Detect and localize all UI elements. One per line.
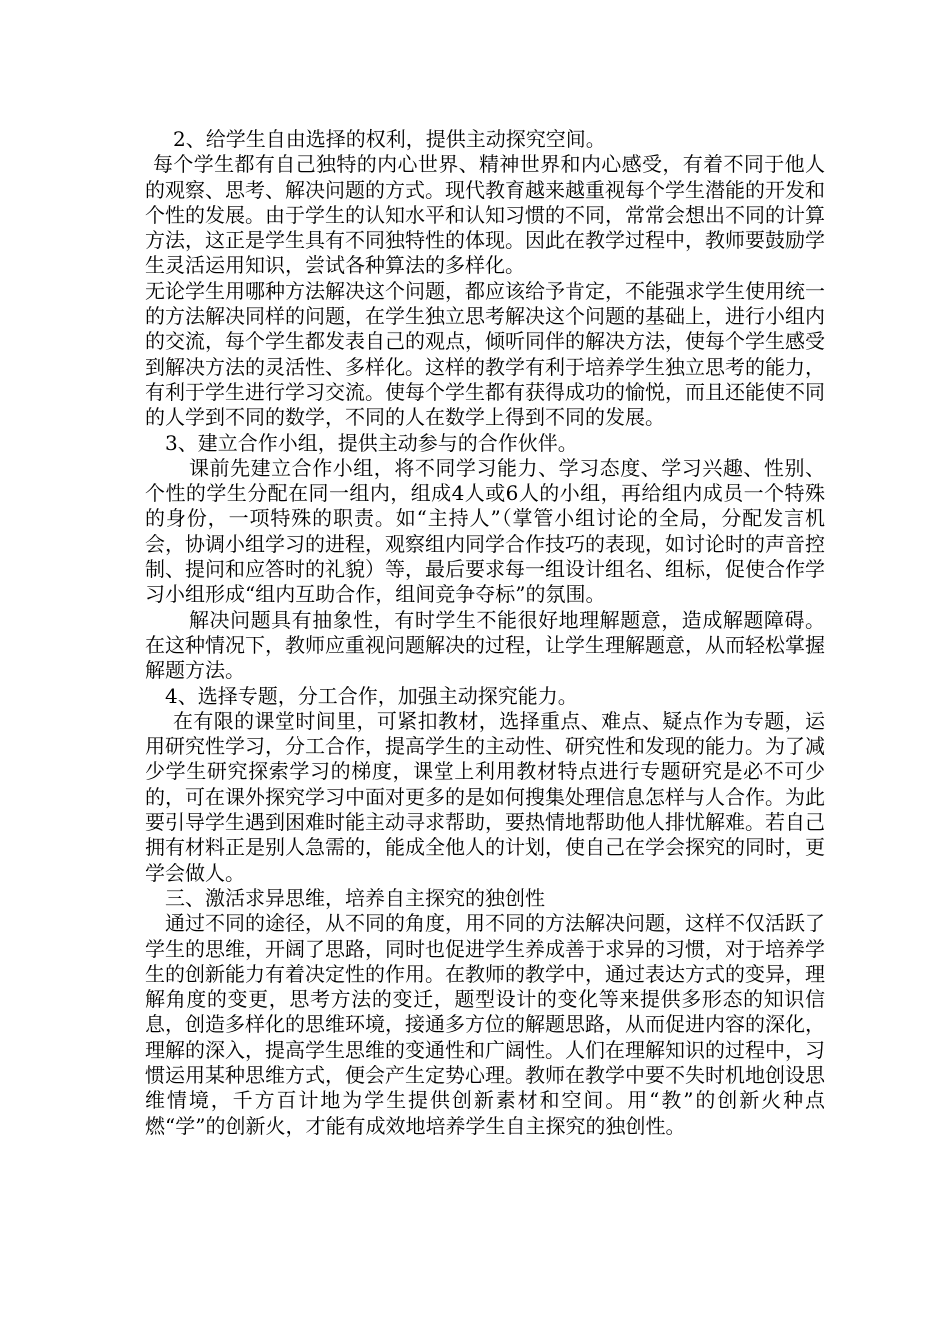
paragraph-body: 无论学生用哪种方法解决这个问题，都应该给予肯定，不能强求学生使用统一的方法解决同样的问题，在学生独立思考解决这个问题的基础上，进行小组内的交流，每个学生都发表自己的观点，倾听同伴的解决方法，使每个学生感受到解决方法的灵活性、多样化。这样的教学有利于培养学生独立思考的能力，有利于学生进行学习交流。使每个学生都有获得成功的愉悦，而且还能使不同的人学到不同的数学，不同的人在数学上得到不同的发展。 [145,278,825,430]
paragraph-heading-4: 4、选择专题，分工合作，加强主动探究能力。 [165,683,578,708]
paragraph-body: 解决问题具有抽象性，有时学生不能很好地理解题意，造成解题障碍。在这种情况下，教师应重视问题解决的过程，让学生理解题意，从而轻松掌握解题方法。 [145,607,825,683]
paragraph-heading-2: 2、给学生自由选择的权利，提供主动探究空间。 [173,127,606,151]
section-heading-3: 三、激活求异思维，培养自主探究的独创性 [165,885,545,910]
paragraph-body: 每个学生都有自己独特的内心世界、精神世界和内心感受，有着不同于他人的观察、思考、解决问题的方式。现代教育越来越重视每个学生潜能的开发和个性的发展。由于学生的认知水平和认知习惯的不同，常常会想出不同的计算方法，这正是学生具有不同独特性的体现。因此在教学过程中，教师要鼓励学生灵活运用知识，尝试各种算法的多样化。 [145,152,825,278]
paragraph-body: 通过不同的途径，从不同的角度，用不同的方法解决问题，这样不仅活跃了学生的思维，开阔了思路，同时也促进学生养成善于求异的习惯，对于培养学生的创新能力有着决定性的作用。在教师的教学中，通过表达方式的变异，理解角度的变更，思考方法的变迁，题型设计的变化等来提供多形态的知识信息，创造多样化的思维环境，接通多方位的解题思路，从而促进内容的深化，理解的深入，提高学生思维的变通性和广阔性。人们在理解知识的过程中，习惯运用某种思维方式，便会产生定势心理。教师在教学中要不失时机地创设思维情境，千方百计地为学生提供创新素材和空间。用“教”的创新火种点燃“学”的创新火，才能有成效地培养学生自主探究的独创性。 [145,911,825,1138]
document-body [145,127,825,1139]
paragraph-body: 课前先建立合作小组，将不同学习能力、学习态度、学习兴趣、性别、个性的学生分配在同一组内，组成4人或6人的小组，再给组内成员一个特殊的身份，一项特殊的职责。如“主持人”（掌管小组讨论的全局，分配发言机会，协调小组学习的进程，观察组内同学合作技巧的表现，如讨论时的声音控制、提问和应答时的礼貌）等，最后要求每一组设计组名、组标，促使合作学习小组形成“组内互助合作，组间竞争夺标”的氛围。 [145,455,825,607]
paragraph-body: 在有限的课堂时间里，可紧扣教材，选择重点、难点、疑点作为专题，运用研究性学习，分工合作，提高学生的主动性、研究性和发现的能力。为了减少学生研究探索学习的梯度，课堂上利用教材特点进行专题研究是必不可少的，可在课外探究学习中面对更多的是如何搜集处理信息怎样与人合作。为此要引导学生遇到困难时能主动寻求帮助，要热情地帮助他人排忧解难。若自己拥有材料正是别人急需的，能成全他人的计划，使自己在学会探究的同时，更学会做人。 [145,708,825,885]
paragraph-heading-3: 3、建立合作小组，提供主动参与的合作伙伴。 [165,430,578,455]
